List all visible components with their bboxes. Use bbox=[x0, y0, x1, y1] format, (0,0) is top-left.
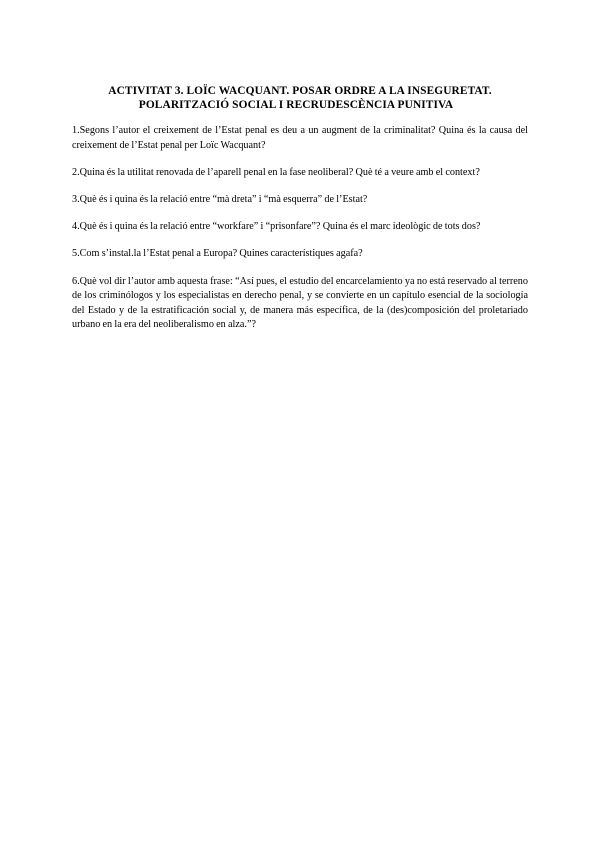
activity-title bbox=[60, 84, 540, 112]
title-line-1: ACTIVITAT 3. LOÏC WACQUANT. POSAR ORDRE A LA INSEGURETAT. bbox=[108, 85, 492, 97]
question-6: 6.Què vol dir l’autor amb aquesta frase: “Así pues, el estudio del encarcelamiento ya no está reservado al terreno de los criminólogos y los especialistas en derecho penal, y se convierte en un capítulo esencial de la sociología del Estado y de la estratificación social y, de manera más específica, de la (des)composición del proletariado urbano en la era del neoliberalismo en alza.”? bbox=[72, 275, 528, 331]
question-1: 1.Segons l’autor el creixement de l’Estat penal es deu a un augment de la criminalitat? Quina és la causa del creixement de l’Estat penal per Loïc Wacquant? bbox=[72, 125, 528, 151]
question-3: 3.Què és i quina és la relació entre “mà dreta” i “mà esquerra” de l’Estat? bbox=[72, 193, 368, 205]
title-line-2: POLARITZACIÓ SOCIAL I RECRUDESCÈNCIA PUNITIVA bbox=[138, 99, 454, 111]
question-4: 4.Què és i quina és la relació entre “workfare” i “prisonfare”? Quina és el marc ideològic de tots dos? bbox=[72, 221, 481, 233]
question-2: 2.Quina és la utilitat renovada de l’aparell penal en la fase neoliberal? Què té a veure amb el context? bbox=[72, 166, 480, 178]
question-list bbox=[72, 124, 528, 346]
question-5: 5.Com s’instal.la l’Estat penal a Europa? Quines característiques agafa? bbox=[72, 248, 363, 260]
